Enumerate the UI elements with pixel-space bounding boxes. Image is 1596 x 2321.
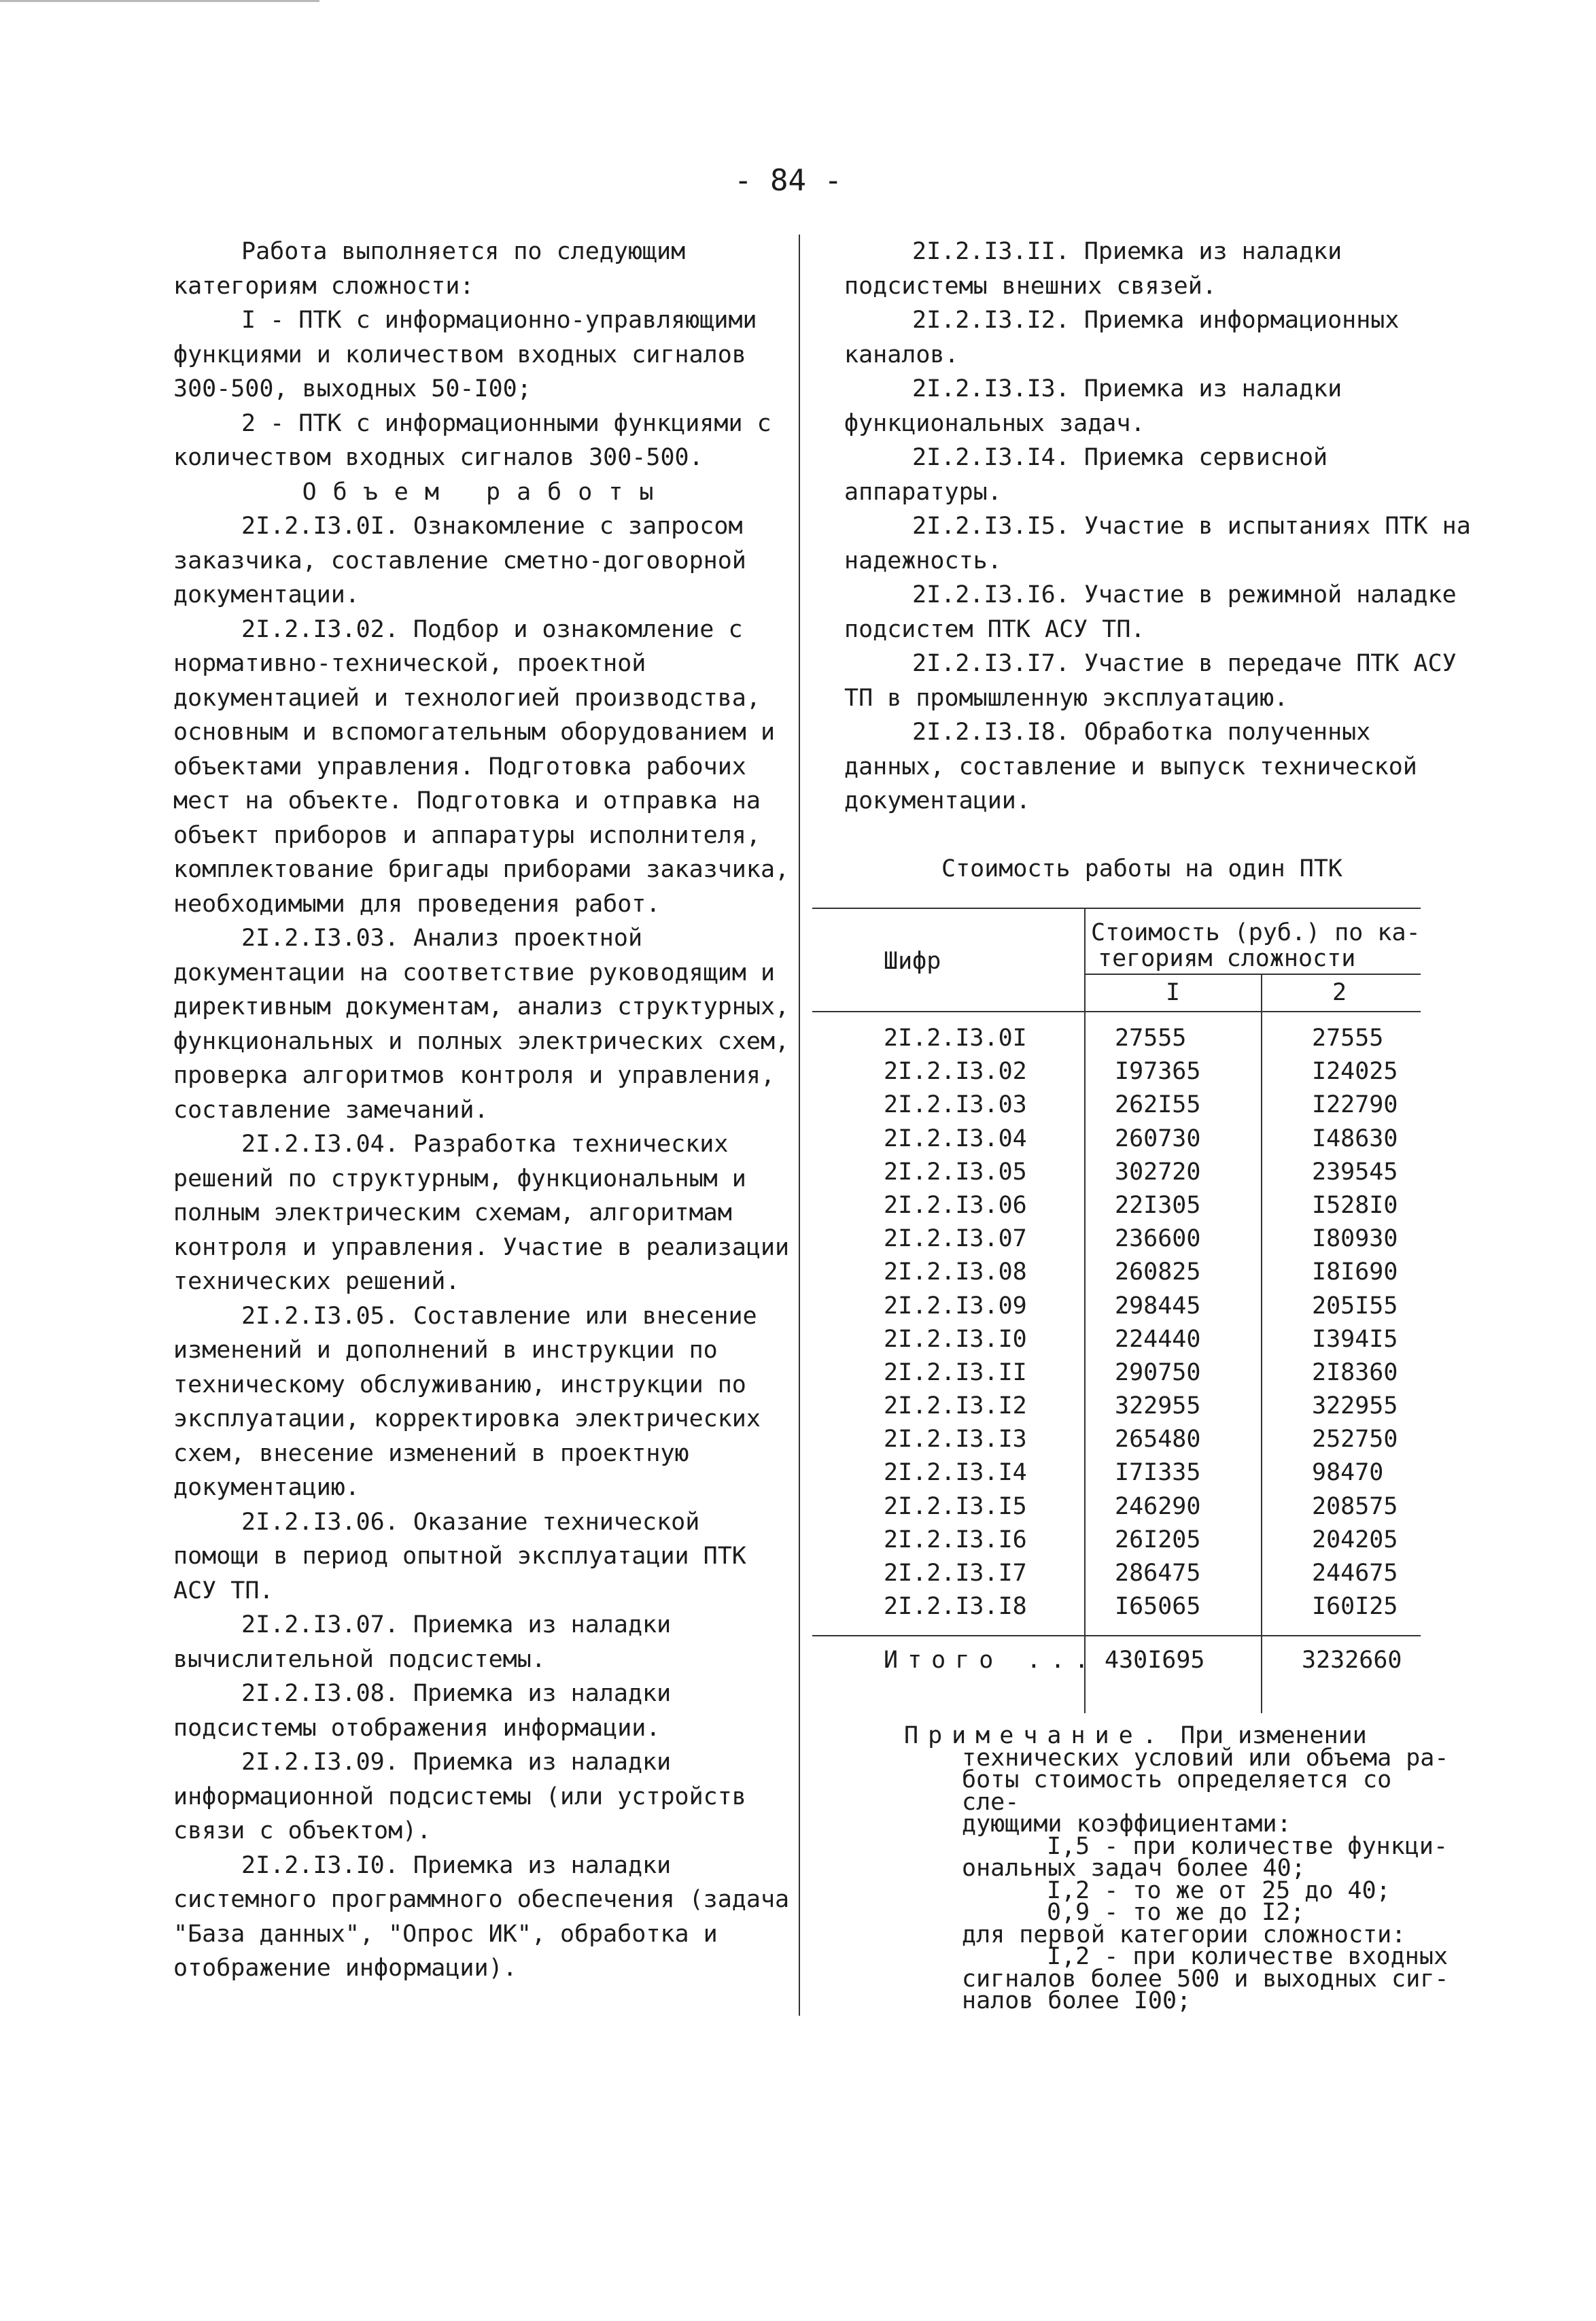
- work-item: 2I.2.I3.04. Разработка технических решений по структурным, функциональным и полным электрическим схемам, алгоритмам контроля и управления. Участие в реализации технических решений.: [173, 1131, 790, 1295]
- work-item: 2I.2.I3.05. Составление или внесение изменений и дополнений в инструкции по техническому обслуживанию, инструкции по эксплуатации, корректировка электрических схем, внесение изменений в проектную документацию.: [173, 1302, 761, 1501]
- table-cell-cost-2: 2I8360: [1312, 1358, 1398, 1386]
- intro-text: Работа выполняется по следующим категориям сложности:: [173, 238, 686, 300]
- table-cell-code: 2I.2.I3.I5: [884, 1492, 1027, 1520]
- work-item: 2I.2.I3.09. Приемка из наладки информационной подсистемы (или устройств связи с объектом).: [173, 1749, 746, 1844]
- table-cell-code: 2I.2.I3.I6: [884, 1526, 1027, 1553]
- note-line: I,2 - то же от 25 до 40;: [1047, 1876, 1391, 1904]
- work-item: 2I.2.I3.I0. Приемка из наладки системного программного обеспечения (задача "База данных", "Опрос ИК", обработка и отображение информации).: [173, 1851, 790, 1982]
- header-category-1: I: [1166, 979, 1181, 1006]
- header-bottom-rule: [812, 1011, 1421, 1012]
- table-cell-cost-1: 322955: [1115, 1392, 1201, 1420]
- table-cell-code: 2I.2.I3.I3: [884, 1426, 1027, 1454]
- table-top-rule: [812, 908, 1421, 909]
- total-category-2: 3232660: [1302, 1647, 1402, 1674]
- table-cell-code: 2I.2.I3.I0: [884, 1325, 1027, 1353]
- top-rule: [0, 0, 319, 2]
- table-cell-code: 2I.2.I3.09: [884, 1292, 1027, 1320]
- table-cell-cost-1: 265480: [1115, 1426, 1201, 1454]
- table-cell-cost-2: I24025: [1312, 1058, 1398, 1086]
- note-line: технических условий или объема ра-: [962, 1744, 1449, 1772]
- table-cell-cost-1: 260730: [1115, 1124, 1201, 1152]
- section-title: Объем работы: [302, 478, 670, 506]
- work-item: 2I.2.I3.08. Приемка из наладки подсистемы отображения информации.: [173, 1680, 672, 1742]
- header-split-rule: [1084, 974, 1421, 975]
- table-cell-code: 2I.2.I3.0I: [884, 1025, 1027, 1052]
- work-item: 2I.2.I3.07. Приемка из наладки вычислительной подсистемы.: [173, 1611, 672, 1673]
- work-item: 2I.2.I3.II. Приемка из наладки подсистемы внешних связей.: [844, 238, 1342, 300]
- table-cell-code: 2I.2.I3.06: [884, 1191, 1027, 1219]
- table-cell-code: 2I.2.I3.04: [884, 1124, 1027, 1152]
- header-cost-line2: тегориям сложности: [1098, 945, 1356, 972]
- table-cell-cost-2: 98470: [1312, 1459, 1384, 1487]
- work-item: 2I.2.I3.I7. Участие в передаче ПТК АСУ ТП в промышленную эксплуатацию.: [844, 650, 1457, 712]
- note-line: сигналов более 500 и выходных сиг-: [962, 1965, 1449, 1993]
- category-2-column: [1312, 1022, 1398, 1623]
- table-cell-cost-2: I48630: [1312, 1124, 1398, 1152]
- column-divider: [799, 235, 800, 2016]
- note-line: дующими коэффициентами:: [962, 1810, 1291, 1838]
- total-rule: [812, 1635, 1421, 1636]
- note-block: [904, 1722, 1461, 2014]
- table-cell-code: 2I.2.I3.I4: [884, 1459, 1027, 1487]
- table-cell-cost-1: 246290: [1115, 1492, 1201, 1520]
- work-item: 2I.2.I3.02. Подбор и ознакомление с нормативно-технической, проектной документацией и технологией производства, основным и вспомогательным оборудованием и объектами управления. Подготовка рабочих мест на объекте. Подготовка и отправка на объект приборов и аппаратуры исполнителя, комплектование бригады приборами заказчика, необходимыми для проведения работ.: [173, 615, 790, 918]
- category-2: 2 - ПТК с информационными функциями с количеством входных сигналов 300-500.: [173, 409, 771, 471]
- work-item: 2I.2.I3.0I. Ознакомление с запросом заказчика, составление сметно-договорной документации.: [173, 513, 746, 608]
- table-cell-cost-1: I7I335: [1115, 1459, 1201, 1487]
- note-line: для первой категории сложности:: [962, 1921, 1406, 1948]
- note-line: ональных задач более 40;: [962, 1855, 1306, 1882]
- table-cell-cost-2: I60I25: [1312, 1593, 1398, 1621]
- table-cell-cost-1: 27555: [1115, 1025, 1187, 1052]
- table-cell-cost-1: 26I205: [1115, 1526, 1201, 1553]
- table-cell-cost-1: 260825: [1115, 1258, 1201, 1286]
- work-item: 2I.2.I3.I4. Приемка сервисной аппаратуры.: [844, 444, 1328, 506]
- header-code: Шифр: [884, 948, 941, 975]
- note-line: I,5 - при количестве функци-: [1047, 1832, 1448, 1860]
- category-1-column: [1115, 1022, 1200, 1623]
- code-column: [884, 1022, 1027, 1623]
- table-cell-cost-2: 322955: [1312, 1392, 1398, 1420]
- table-cell-cost-2: 205I55: [1312, 1292, 1398, 1320]
- work-item: 2I.2.I3.03. Анализ проектной документации на соответствие руководящим и директивным документам, анализ структурных, функциональных и полных электрических схем, проверка алгоритмов контроля и управления, составление замечаний.: [173, 925, 790, 1124]
- table-cell-cost-1: 286475: [1115, 1560, 1201, 1587]
- work-item: 2I.2.I3.I2. Приемка информационных каналов.: [844, 307, 1400, 368]
- note-line: налов более I00;: [962, 1987, 1192, 2014]
- table-cell-code: 2I.2.I3.05: [884, 1158, 1027, 1186]
- table-caption: Стоимость работы на один ПТК: [941, 855, 1342, 882]
- table-cell-cost-1: 298445: [1115, 1292, 1201, 1320]
- table-cell-cost-2: I80930: [1312, 1225, 1398, 1253]
- table-cell-cost-2: 252750: [1312, 1426, 1398, 1454]
- table-cell-cost-2: I528I0: [1312, 1191, 1398, 1219]
- table-cell-cost-1: I65065: [1115, 1593, 1201, 1621]
- work-item: 2I.2.I3.06. Оказание технической помощи в период опытной эксплуатации ПТК АСУ ТП.: [173, 1508, 746, 1604]
- category-1: I - ПТК с информационно-управляющими функциями и количеством входных сигналов 300-500, выходных 50-I00;: [173, 307, 757, 402]
- table-cell-cost-1: 224440: [1115, 1325, 1201, 1353]
- note-text: При изменении: [1180, 1722, 1367, 1749]
- note-line: I,2 - при количестве входных: [1047, 1943, 1448, 1970]
- table-cell-cost-2: 204205: [1312, 1526, 1398, 1553]
- work-item: 2I.2.I3.I6. Участие в режимной наладке подсистем ПТК АСУ ТП.: [844, 581, 1457, 643]
- note-line: боты стоимость определяется со сле-: [962, 1766, 1392, 1816]
- table-cell-code: 2I.2.I3.03: [884, 1091, 1027, 1119]
- left-column: [173, 235, 799, 1986]
- table-cell-cost-1: I97365: [1115, 1058, 1201, 1086]
- total-label: Итого ...: [884, 1647, 1098, 1674]
- table-cell-code: 2I.2.I3.I8: [884, 1593, 1027, 1621]
- column-rule: [1084, 908, 1086, 1713]
- work-item: 2I.2.I3.I3. Приемка из наладки функциональных задач.: [844, 375, 1342, 437]
- table-cell-code: 2I.2.I3.07: [884, 1225, 1027, 1253]
- table-cell-cost-2: 244675: [1312, 1560, 1398, 1587]
- right-column: [844, 235, 1480, 819]
- column-rule: [1261, 974, 1262, 1713]
- table-cell-code: 2I.2.I3.02: [884, 1058, 1027, 1086]
- table-cell-cost-2: 27555: [1312, 1025, 1384, 1052]
- table-cell-code: 2I.2.I3.I7: [884, 1560, 1027, 1587]
- page-number: - 84 -: [734, 163, 842, 198]
- table-cell-cost-1: 262I55: [1115, 1091, 1201, 1119]
- table-cell-cost-2: I8I690: [1312, 1258, 1398, 1286]
- table-cell-cost-2: I394I5: [1312, 1325, 1398, 1353]
- table-cell-cost-1: 290750: [1115, 1358, 1201, 1386]
- table-cell-cost-2: I22790: [1312, 1091, 1398, 1119]
- note-line: 0,9 - то же до I2;: [1047, 1899, 1305, 1926]
- table-cell-cost-2: 239545: [1312, 1158, 1398, 1186]
- table-cell-cost-2: 208575: [1312, 1492, 1398, 1520]
- table-cell-cost-1: 236600: [1115, 1225, 1201, 1253]
- work-item: 2I.2.I3.I5. Участие в испытаниях ПТК на надежность.: [844, 513, 1471, 574]
- table-cell-code: 2I.2.I3.08: [884, 1258, 1027, 1286]
- table-cell-code: 2I.2.I3.I2: [884, 1392, 1027, 1420]
- work-item: 2I.2.I3.I8. Обработка полученных данных, составление и выпуск технической документации.: [844, 719, 1417, 814]
- table-cell-cost-1: 22I305: [1115, 1191, 1201, 1219]
- header-cost-line1: Стоимость (руб.) по ка-: [1091, 919, 1421, 946]
- note-label: Примечание.: [904, 1722, 1166, 1749]
- total-category-1: 430I695: [1105, 1647, 1205, 1674]
- table-cell-cost-1: 302720: [1115, 1158, 1201, 1186]
- header-category-2: 2: [1332, 979, 1347, 1006]
- cost-table: [812, 908, 1421, 1713]
- table-cell-code: 2I.2.I3.II: [884, 1358, 1027, 1386]
